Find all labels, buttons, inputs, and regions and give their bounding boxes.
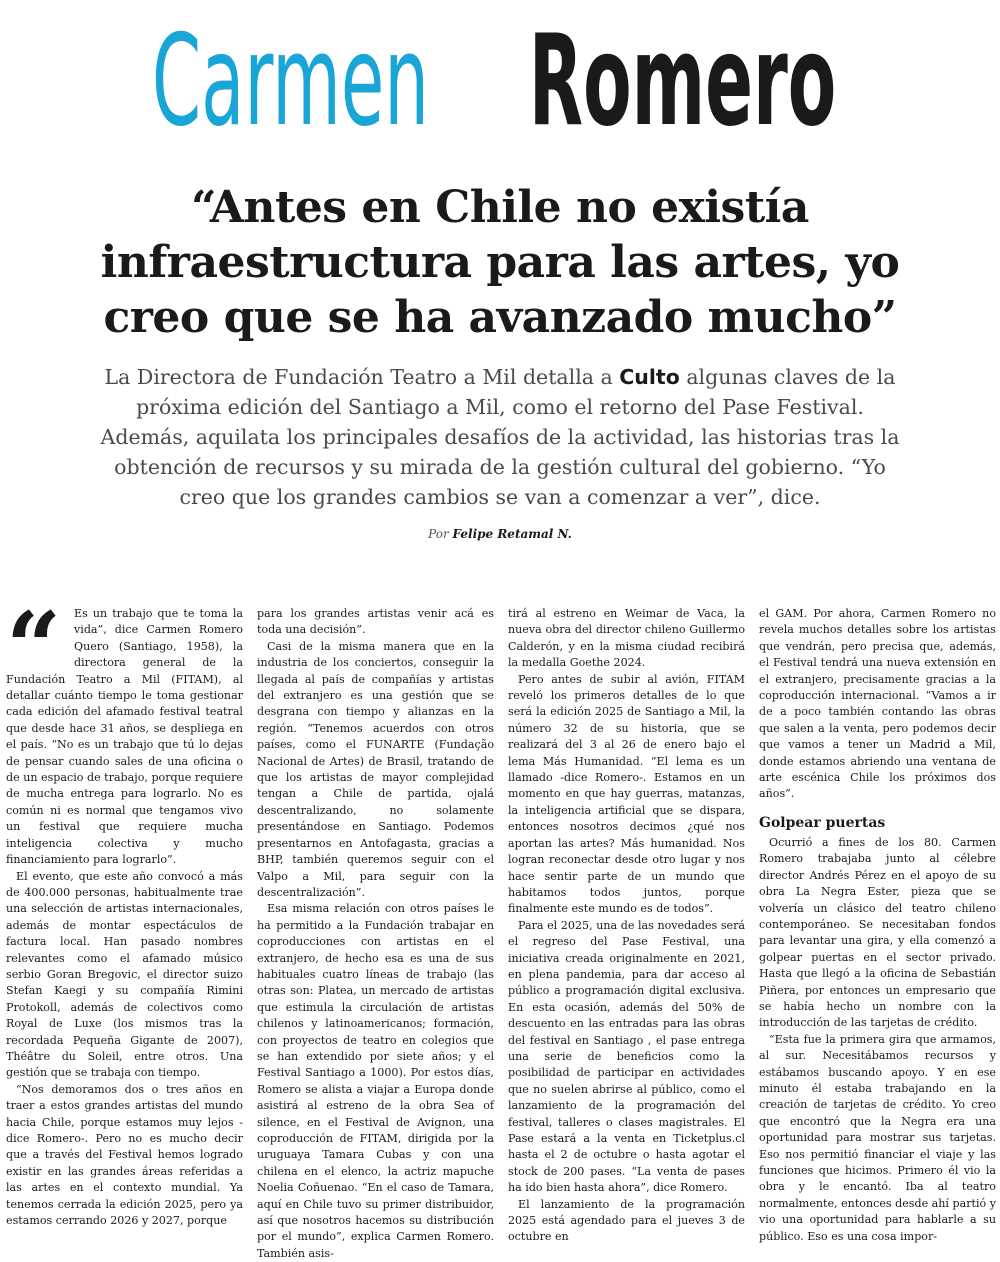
article-body: [6, 591, 996, 1260]
paragraph: Para el 2025, una de las novedades será el regreso del Pase Festival, una iniciativa creada originalmente en 2021, en plena pandemia, para dar acceso al público a programación digital exclusiva. En esta ocasión, además del 50% de descuento en las entradas para las obras del festival en Santiago , el pase entrega una serie de beneficios como la posibilidad de participar en actividades que no suelen abrirse al público, como el lanzamiento de la programación del festival, talleres o clases magistrales. El Pase estará a la venta en Ticketplus.cl hasta el 2 de octubre o hasta agotar el stock de 200 pases. “La venta de pases ha ido bien hasta ahora”, dice Romero.: [508, 918, 745, 1195]
paragraph: Casi de la misma manera que en la industria de los conciertos, conseguir la llegada al país de compañías y artistas del extranjero es una gestión que se desgrana con tiempo y alianzas en la región. “Tenemos acuerdos con otros países, como el FUNARTE (Fundação Nacional de Artes) de Brasil, tratando de que los artistas de mayor complejidad tengan a Chile de partida, ojalá descentralizando, no solamente presentándose en Santiago. Podemos presentarnos en Antofagasta, gracias a BHP, también queremos seguir con el Valpo a Mil, para seguir con la descentralización”.: [257, 639, 494, 899]
body-column-4: [759, 606, 996, 1243]
body-column-3: [508, 606, 745, 1244]
standfirst: [100, 362, 900, 512]
subheading: Golpear puertas: [759, 814, 886, 831]
paragraph: El evento, que este año convocó a más de 400.000 personas, habitualmente trae una selección de artistas internacionales, además de montar espectáculos de factura local. Han pasado nombres relevantes como el afamado músico serbio Goran Bregovic, el director suizo Stefan Kaegi y su compañía Rimini Protokoll, además de colectivos como Royal de Luxe (los mismos tras la recordada Pequeña Gigante de 2007), Théâtre du Soleil, entre otros. Una gestión que se trabaja con tiempo.: [6, 869, 243, 1080]
body-column-2: [257, 606, 494, 1260]
standfirst-text-after: algunas claves de la próxima edición del Santiago a Mil, como el retorno del Pase Festival. Además, aquilata los principales desafíos de la actividad, las historias tras la obtención de recursos y su mirada de la gestión cultural del gobierno. “Yo creo que los grandes cambios se van a comenzar a ver”, dice.: [100, 365, 900, 509]
headline-quote: “Antes en Chile no existía infraestructura para las artes, yo creo que se ha avanzado mucho”: [100, 182, 900, 343]
article-title: [0, 6, 1000, 156]
byline-author: Felipe Retamal N.: [452, 527, 572, 541]
body-column-1: [6, 591, 243, 1228]
paragraph: “Nos demoramos dos o tres años en traer a estos grandes artistas del mundo hacia Chile, porque estamos muy lejos -dice Romero-. Pero no es mucho decir que a través del Festival hemos logrado existir en las grandes áreas referidas a las artes en el contexto mundial. Ya tenemos cerrada la edición 2025, pero ya estamos cerrando 2026 y 2027, porque: [6, 1082, 243, 1228]
paragraph: para los grandes artistas venir acá es toda una decisión”.: [257, 607, 494, 637]
culto-brand: Culto: [619, 365, 680, 389]
title-last-name: Romero: [528, 7, 837, 154]
title-first-name: Carmen: [151, 7, 430, 154]
paragraph: tirá al estreno en Weimar de Vaca, la nueva obra del director chileno Guillermo Calderón, y en la misma ciudad recibirá la medalla Goethe 2024.: [508, 607, 745, 670]
drop-quote-mark: “: [6, 591, 62, 704]
paragraph: “Esta fue la primera gira que armamos, al sur. Necesitábamos recursos y estábamos buscando apoyo. Y en ese minuto él estaba trabajando en la creación de tarjetas de crédito. Yo creo que encontró que la Negra era una oportunidad para mostrar sus tarjetas. Eso nos permitió financiar el viaje y las funciones que hicimos. Primero él vio la obra y le encantó. Iba al teatro normalmente, entonces desde ahí partió y vio una oportunidad para hablarle a su público. Eso es una cosa impor-: [759, 1032, 996, 1243]
standfirst-text-before: La Directora de Fundación Teatro a Mil detalla a: [104, 365, 620, 389]
byline: [0, 527, 1000, 541]
paragraph: Ocurrió a fines de los 80. Carmen Romero trabajaba junto al célebre director Andrés Pérez en el apoyo de su obra La Negra Ester, pieza que se volvería un clásico del teatro chileno contemporáneo. Se necesitaban fondos para levantar una gira, y ella comenzó a golpear puertas en el sector privado. Hasta que llegó a la oficina de Sebastián Piñera, por entonces un empresario que se había hecho un nombre con la introducción de las tarjetas de crédito.: [759, 835, 996, 1030]
paragraph: El lanzamiento de la programación 2025 está agendado para el jueves 3 de octubre en: [508, 1197, 745, 1244]
paragraph: el GAM. Por ahora, Carmen Romero no revela muchos detalles sobre los artistas que vendrán, pero precisa que, además, el Festival tendrá una nueva extensión en el extranjero, precisamente gracias a la coproducción internacional. “Vamos a ir de a poco también contando las obras que salen a la venta, pero podemos decir que vamos a tener un Madrid a Mil, donde estamos abriendo una ventana de arte escénica Chile los próximos dos años”.: [759, 607, 996, 801]
byline-prefix: Por: [428, 527, 453, 541]
paragraph: Esa misma relación con otros países le ha permitido a la Fundación trabajar en coproducciones con artistas en el extranjero, de hecho esa es una de sus habituales cuatro líneas de trabajo (las otras son: Platea, un mercado de artistas que estimula la circulación de artistas chilenos y latinoamericanos; formación, con proyectos de teatro en colegios que se han extendido por siete años; y el Festival Santiago a 1000). Por estos días, Romero se alista a viajar a Europa donde asistirá al estreno de la obra Sea of silence, en el Festival de Avignon, una coproducción de FITAM, dirigida por la uruguaya Tamara Cubas y con una chilena en el elenco, la actriz mapuche Noelia Coñuenao. “En el caso de Tamara, aquí en Chile tuvo su primer distribuidor, así que nosotros hacemos su distribución por el mundo”, explica Carmen Romero. También asis-: [257, 902, 494, 1260]
paragraph: Pero antes de subir al avión, FITAM reveló los primeros detalles de lo que será la edición 2025 de Santiago a Mil, la número 32 de su historia, que se realizará del 3 al 26 de enero bajo el lema Más Humanidad. “El lema es un llamado -dice Romero-. Estamos en un momento en que hay guerras, matanzas, la inteligencia artificial que se dispara, entonces nosotros decimos ¿qué nos aportan las artes? Más humanidad. Nos logran reconectar desde otro lugar y nos hace sentir parte de un mundo que habitamos todos juntos, porque finalmente este mundo es de todos”.: [508, 672, 745, 916]
paragraph: Es un trabajo que te toma la vida”, dice Carmen Romero Quero (Santiago, 1958), la directora general de la Fundación Teatro a Mil (FITAM), al detallar cuánto tiempo le toma gestionar cada edición del afamado festival teatral que desde hace 31 años, se despliega en el país. “No es un trabajo que tú lo dejas de pensar cuando sales de una oficina o de un espacio de trabajo, porque requiere de mucha entrega para lograrlo. No es común ni es normal que tengamos vivo un festival que requiere mucha inteligencia colectiva y mucho financiamiento para lograrlo”.: [6, 607, 243, 867]
